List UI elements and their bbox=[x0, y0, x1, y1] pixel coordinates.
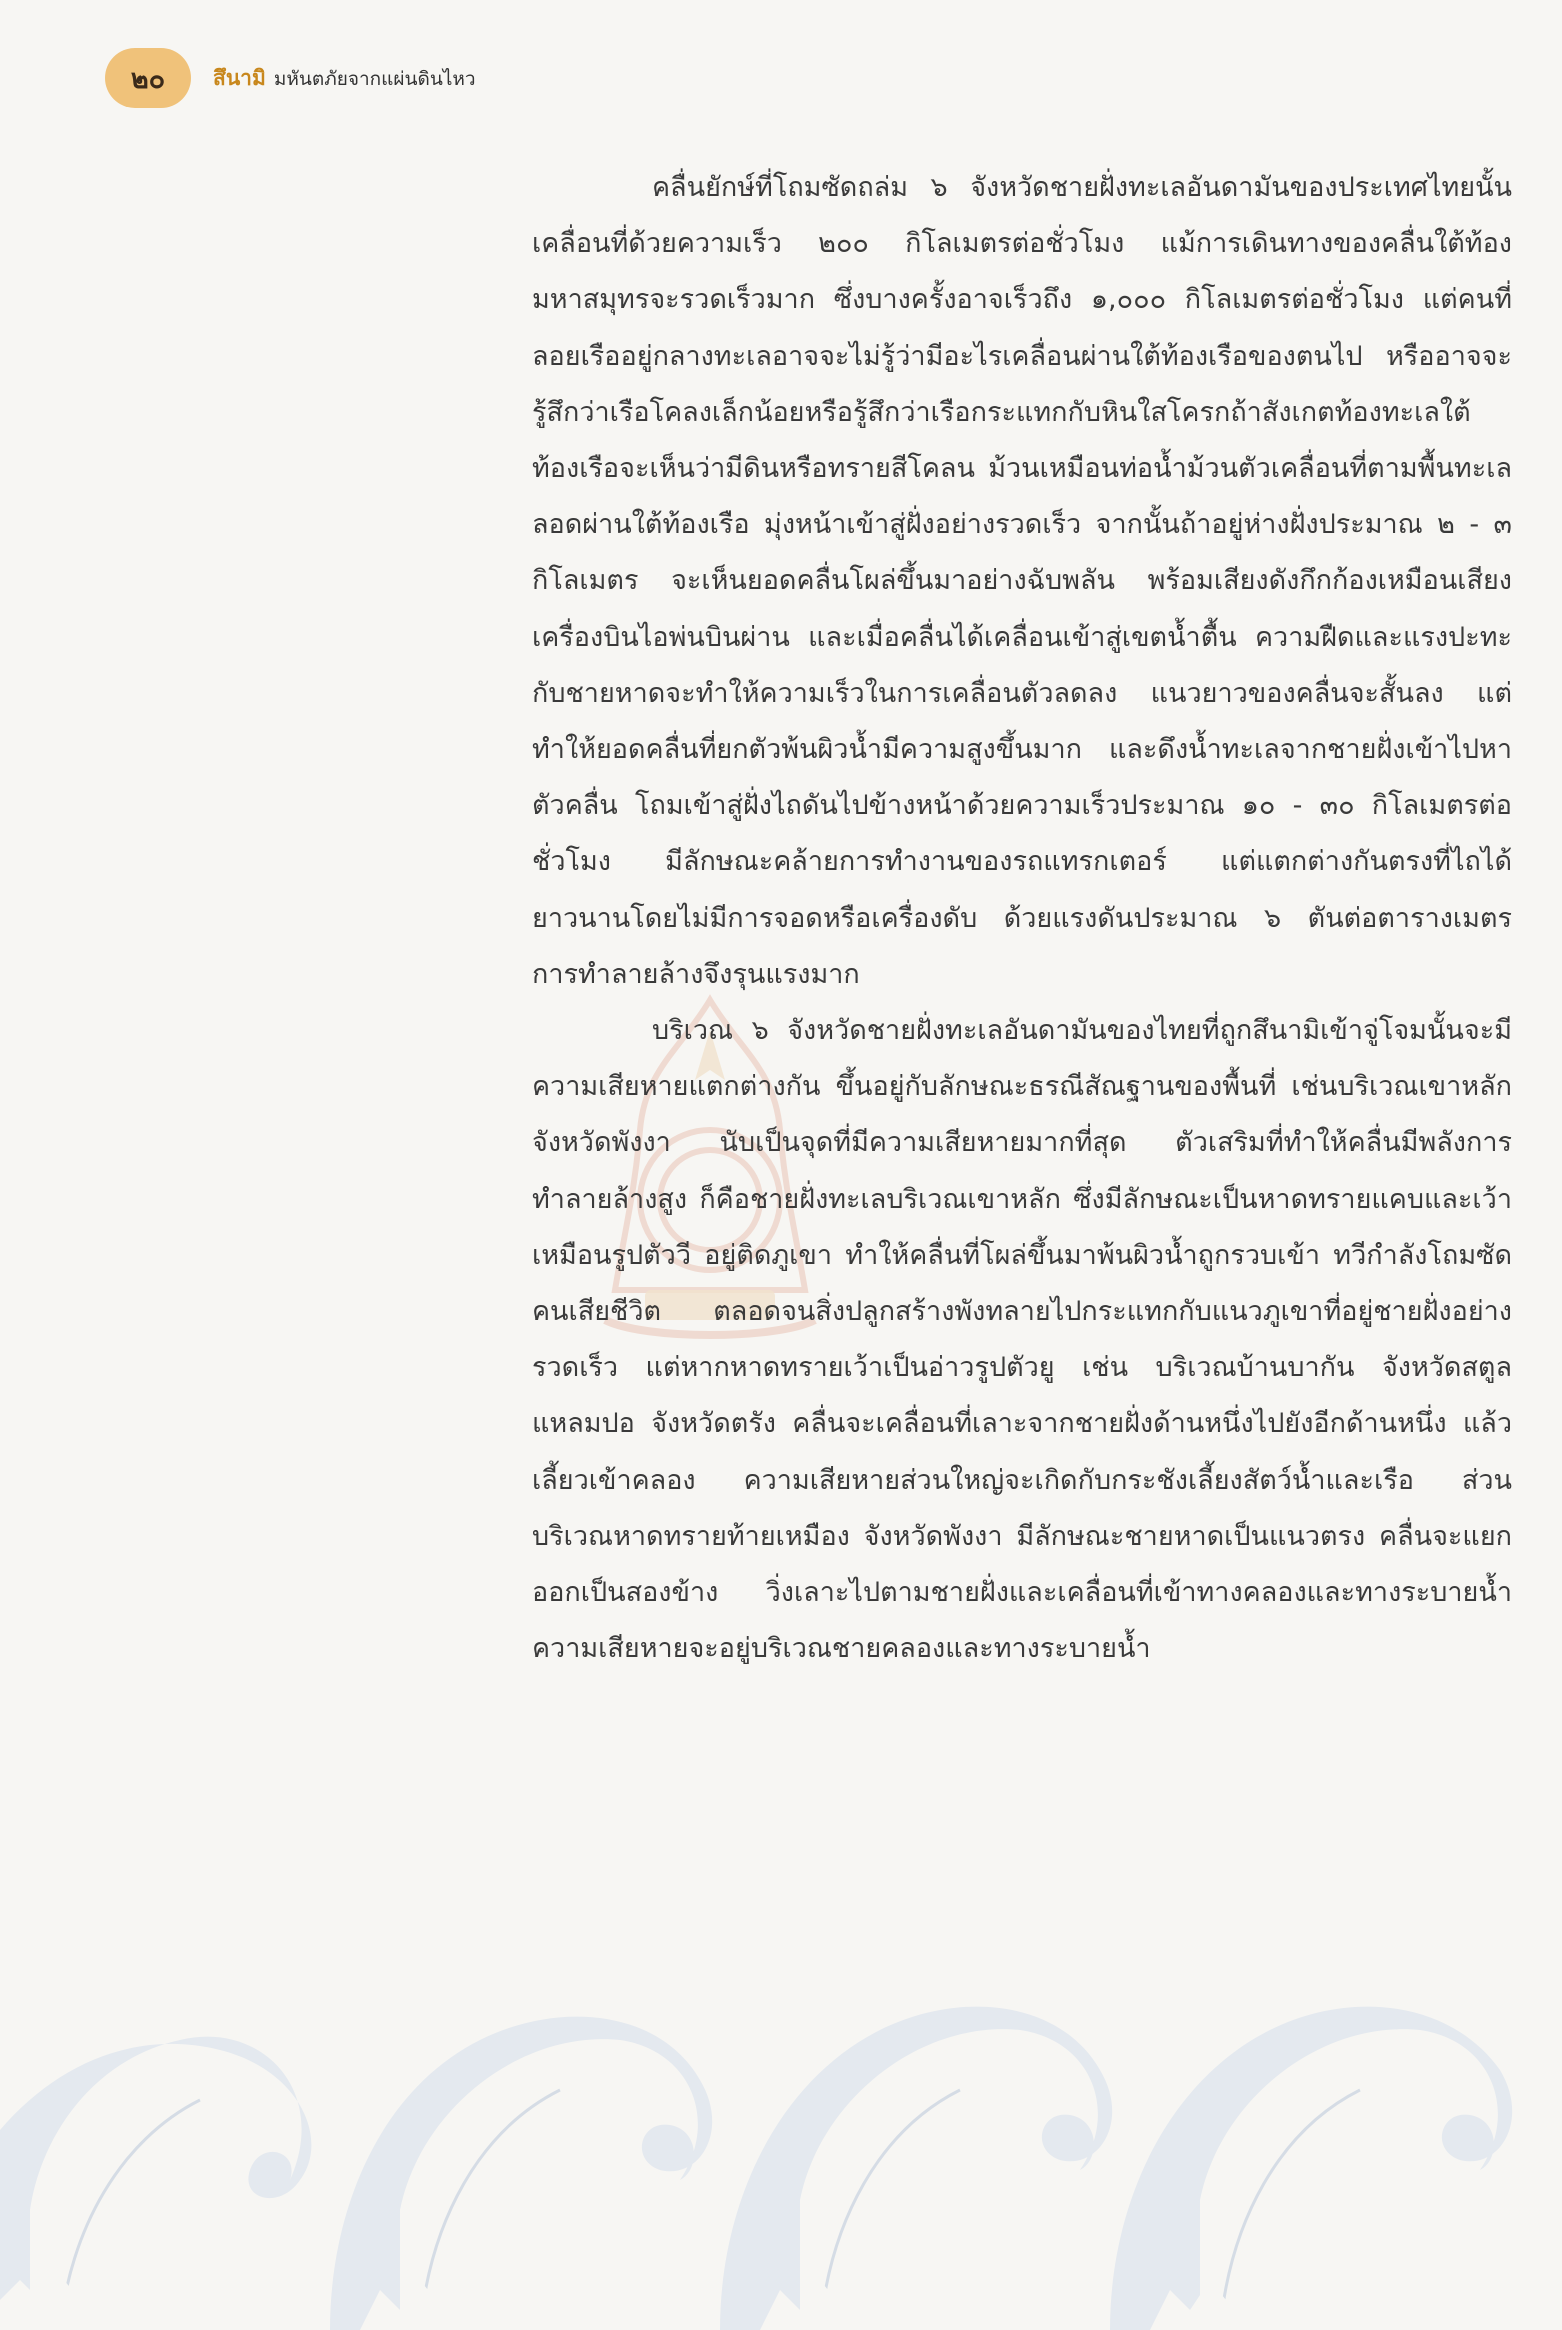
body-text bbox=[532, 160, 1512, 1677]
book-title: สึนามิ bbox=[213, 65, 266, 90]
page-number-badge: ๒๐ bbox=[105, 48, 191, 108]
running-title bbox=[213, 62, 476, 95]
paragraph: คลื่นยักษ์ที่โถมซัดถล่ม ๖ จังหวัดชายฝั่งทะเลอันดามันของประเทศไทยนั้น เคลื่อนที่ด้วยความเร็ว ๒๐๐ กิโลเมตรต่อชั่วโมง แม้การเดินทางของคลื่นใต้ท้องมหาสมุทรจะรวดเร็วมาก ซึ่งบางครั้งอาจเร็วถึง ๑,๐๐๐ กิโลเมตรต่อชั่วโมง แต่คนที่ลอยเรืออยู่กลางทะเลอาจจะไม่รู้ว่ามีอะไรเคลื่อนผ่านใต้ท้องเรือของตนไป หรืออาจจะรู้สึกว่าเรือโคลงเล็กน้อยหรือรู้สึกว่าเรือกระแทกกับหินใสโครกถ้าสังเกตท้องทะเลใต้ท้องเรือจะเห็นว่ามีดินหรือทรายสีโคลน ม้วนเหมือนท่อน้ำม้วนตัวเคลื่อนที่ตามพื้นทะเลลอดผ่านใต้ท้องเรือ มุ่งหน้าเข้าสู่ฝั่งอย่างรวดเร็ว จากนั้นถ้าอยู่ห่างฝั่งประมาณ ๒ - ๓ กิโลเมตร จะเห็นยอดคลื่นโผล่ขึ้นมาอย่างฉับพลัน พร้อมเสียงดังกึกก้องเหมือนเสียงเครื่องบินไอพ่นบินผ่าน และเมื่อคลื่นได้เคลื่อนเข้าสู่เขตน้ำตื้น ความฝืดและแรงปะทะกับชายหาดจะทำให้ความเร็วในการเคลื่อนตัวลดลง แนวยาวของคลื่นจะสั้นลง แต่ทำให้ยอดคลื่นที่ยกตัวพ้นผิวน้ำมีความสูงขึ้นมาก และดึงน้ำทะเลจากชายฝั่งเข้าไปหาตัวคลื่น โถมเข้าสู่ฝั่งไถดันไปข้างหน้าด้วยความเร็วประมาณ ๑๐ - ๓๐ กิโลเมตรต่อชั่วโมง มีลักษณะคล้ายการทำงานของรถแทรกเตอร์ แต่แตกต่างกันตรงที่ไถได้ยาวนานโดยไม่มีการจอดหรือเครื่องดับ ด้วยแรงดันประมาณ ๖ ตันต่อตารางเมตร การทำลายล้างจึงรุนแรงมาก bbox=[532, 172, 1512, 990]
wave-decoration-icon bbox=[0, 1880, 1562, 2330]
running-header bbox=[105, 48, 476, 108]
chapter-title: มหันตภัยจากแผ่นดินไหว bbox=[273, 67, 476, 90]
paragraph: บริเวณ ๖ จังหวัดชายฝั่งทะเลอันดามันของไทยที่ถูกสึนามิเข้าจู่โจมนั้นจะมีความเสียหายแตกต่างกัน ขึ้นอยู่กับลักษณะธรณีสัณฐานของพื้นที่ เช่นบริเวณเขาหลัก จังหวัดพังงา นับเป็นจุดที่มีความเสียหายมากที่สุด ตัวเสริมที่ทำให้คลื่นมีพลังการทำลายล้างสูง ก็คือชายฝั่งทะเลบริเวณเขาหลัก ซึ่งมีลักษณะเป็นหาดทรายแคบและเว้าเหมือนรูปตัววี อยู่ติดภูเขา ทำให้คลื่นที่โผล่ขึ้นมาพ้นผิวน้ำถูกรวบเข้า ทวีกำลังโถมซัดคนเสียชีวิต ตลอดจนสิ่งปลูกสร้างพังทลายไปกระแทกกับแนวภูเขาที่อยู่ชายฝั่งอย่างรวดเร็ว แต่หากหาดทรายเว้าเป็นอ่าวรูปตัวยู เช่น บริเวณบ้านบากัน จังหวัดสตูล แหลมปอ จังหวัดตรัง คลื่นจะเคลื่อนที่เลาะจากชายฝั่งด้านหนึ่งไปยังอีกด้านหนึ่ง แล้วเลี้ยวเข้าคลอง ความเสียหายส่วนใหญ่จะเกิดกับกระชังเลี้ยงสัตว์น้ำและเรือ ส่วนบริเวณหาดทรายท้ายเหมือง จังหวัดพังงา มีลักษณะชายหาดเป็นแนวตรง คลื่นจะแยกออกเป็นสองข้าง วิ่งเลาะไปตามชายฝั่งและเคลื่อนที่เข้าทางคลองและทางระบายน้ำ ความเสียหายจะอยู่บริเวณชายคลองและทางระบายน้ำ bbox=[532, 1015, 1512, 1665]
